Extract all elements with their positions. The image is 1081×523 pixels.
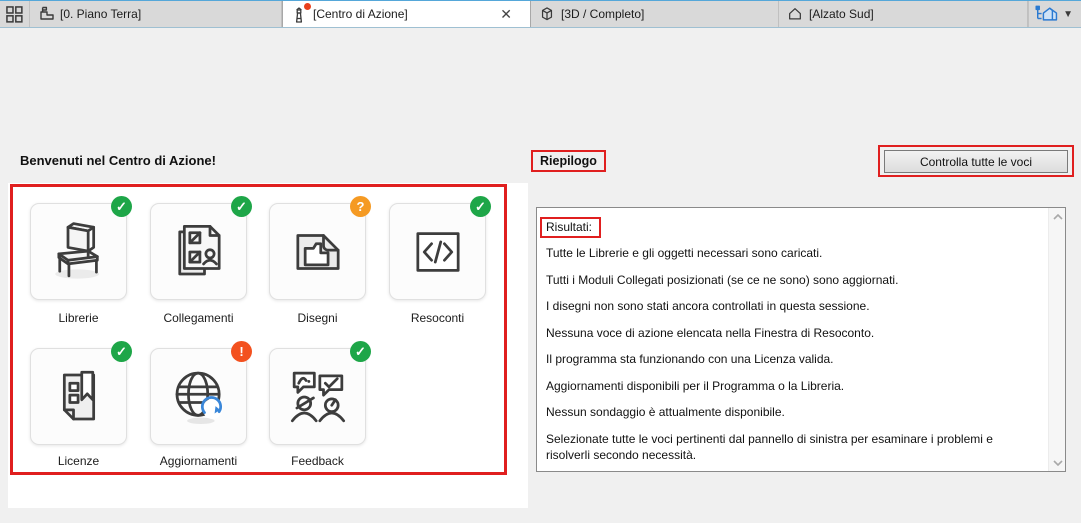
card-label-resoconti: Resoconti (410, 311, 465, 325)
lighthouse-icon (291, 6, 307, 23)
chair-icon (46, 219, 112, 285)
scroll-down-icon[interactable] (1049, 454, 1066, 471)
status-badge: ? (350, 196, 371, 217)
result-line: Aggiornamenti disponibili per il Programma o la Libreria. (546, 378, 845, 393)
result-line: I disegni non sono stati ancora controllati in questa sessione. (546, 299, 870, 313)
floor-plan-icon (38, 6, 54, 22)
result-line: Nessun sondaggio è attualmente disponibile. (546, 405, 785, 419)
summary-heading: Riepilogo (531, 150, 606, 172)
status-badge: ✓ (350, 341, 371, 362)
tab-alzato-sud[interactable] (779, 1, 1028, 27)
scroll-up-icon[interactable] (1049, 208, 1066, 225)
card-label-licenze: Licenze (57, 454, 100, 468)
card-label-aggiornamenti: Aggiornamenti (159, 454, 238, 468)
card-label-librerie: Librerie (58, 311, 99, 325)
results-title: Risultati: (540, 217, 601, 238)
check-all-items-button[interactable]: Controlla tutte le voci (884, 150, 1068, 173)
drawing-sheet-icon (285, 219, 351, 285)
results-text (537, 208, 1065, 483)
card-collegamenti[interactable] (150, 198, 247, 300)
results-panel (536, 207, 1066, 472)
3d-cube-icon (539, 6, 555, 22)
result-line: Il programma sta funzionando con una Licenza valida. (546, 352, 834, 366)
tab-bar (0, 0, 1081, 28)
elevation-house-icon (787, 6, 803, 22)
result-line: Nessuna voce di azione elencata nella Finestra di Resoconto. (546, 325, 875, 340)
results-scrollbar[interactable] (1048, 208, 1065, 471)
navigator-icon (1035, 5, 1059, 23)
tab-centro-di-azione[interactable] (282, 1, 531, 27)
welcome-title: Benvenuti nel Centro di Azione! (20, 153, 216, 168)
card-librerie[interactable] (30, 198, 127, 300)
tab-label: [3D / Completo] (561, 7, 645, 21)
navigator-button[interactable] (1028, 1, 1081, 27)
chevron-down-icon: ▼ (1063, 8, 1073, 20)
card-label-feedback: Feedback (291, 454, 344, 468)
card-label-collegamenti: Collegamenti (163, 311, 234, 325)
status-badge: ✓ (231, 196, 252, 217)
globe-update-icon (166, 364, 232, 430)
tab-label: [0. Piano Terra] (60, 7, 142, 21)
quad-view-icon (6, 6, 23, 23)
card-feedback[interactable] (269, 343, 366, 445)
tab-label: [Centro di Azione] (313, 7, 408, 21)
tab-label: [Alzato Sud] (809, 7, 874, 21)
status-badge: ✓ (111, 196, 132, 217)
tab-3d-completo[interactable] (531, 1, 779, 27)
quad-view-button[interactable] (0, 1, 30, 27)
card-aggiornamenti[interactable] (150, 344, 247, 445)
result-line: Selezionate tutte le voci pertinenti dal pannello di sinistra per esaminare i problemi e risolverli secondo necessità. (546, 431, 993, 462)
notification-dot (304, 3, 311, 10)
hotlink-pages-icon (166, 219, 232, 285)
result-line: Tutti i Moduli Collegati posizionati (se ce ne sono) sono aggiornati. (546, 272, 899, 287)
status-badge: ! (231, 341, 252, 362)
feedback-people-icon (285, 364, 351, 430)
close-tab-icon[interactable]: ✕ (500, 6, 512, 22)
tab-piano-terra[interactable] (30, 1, 282, 27)
card-licenze[interactable] (30, 343, 127, 445)
result-line: Tutte le Librerie e gli oggetti necessari sono caricati. (546, 246, 823, 260)
license-ribbon-icon (46, 364, 112, 430)
status-badge: ✓ (111, 341, 132, 362)
status-badge: ✓ (470, 196, 491, 217)
code-report-icon (405, 219, 471, 285)
card-disegni[interactable] (269, 199, 366, 300)
card-resoconti[interactable] (389, 198, 486, 300)
card-label-disegni: Disegni (297, 311, 338, 325)
